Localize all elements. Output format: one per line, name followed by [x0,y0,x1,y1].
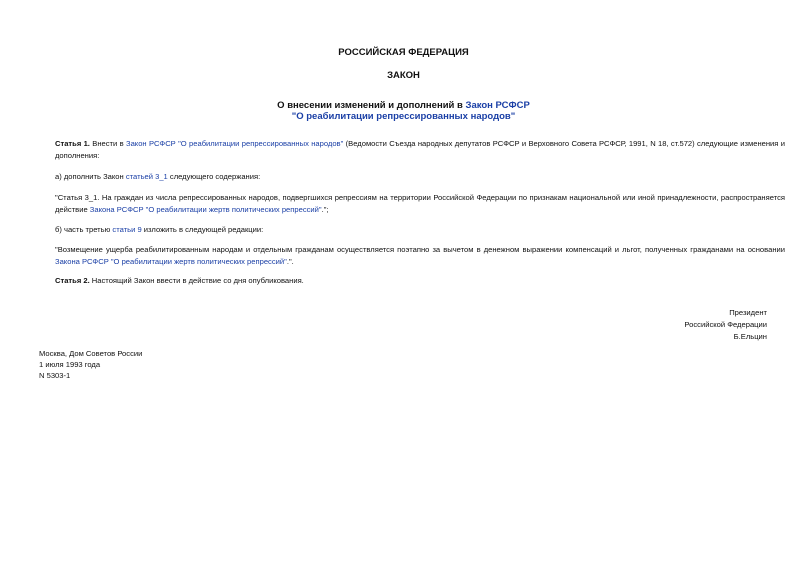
item-b-text1: б) часть третью [55,225,113,234]
item-a [39,171,785,183]
quote-a-text1: "Статья 3_1. На граждан из числа репрессированных народов, подвергшихся репрессиям на территории Российской Федерации по признакам национальной или иной принадлежности, распространяется действие [55,193,785,214]
quote-a-link[interactable]: Закона РСФСР "О реабилитации жертв политических репрессий" [89,205,322,214]
article-1 [39,138,785,162]
article-2-text: Настоящий Закон ввести в действие со дня опубликования. [89,276,304,285]
article-2-label: Статья 2. [55,276,90,285]
article-1-label: Статья 1. [55,139,90,148]
item-a-text1: а) дополнить Закон [55,172,126,181]
law-title-link-rsfsr[interactable]: Закон РСФСР [465,100,530,111]
law-title-prefix: О внесении изменений и дополнений в [277,100,466,111]
signature-block [684,307,767,343]
item-a-text2: следующего содержания: [167,172,261,181]
article-1-link[interactable]: Закон РСФСР "О реабилитации репрессированных народов" [125,139,344,148]
place-location: Москва, Дом Советов России [39,349,143,358]
quote-b-text2: .". [286,257,294,266]
quote-b-link[interactable]: Закона РСФСР "О реабилитации жертв политических репрессий" [55,257,287,266]
place-date: 1 июля 1993 года [39,360,101,369]
signature-country: Российской Федерации [684,320,767,329]
article-2 [39,275,785,287]
quote-a-text2: ."; [321,205,329,214]
quote-b-text1: "Возмещение ущерба реабилитированным народам и отдельным гражданам осуществляется поэтапно за вычетом в денежном выражении компенсаций и льгот, полученных гражданами на основании [55,245,785,254]
item-b-link[interactable]: статьи 9 [112,225,142,234]
quote-b [39,244,785,268]
law-title [0,100,807,122]
article-1-text2: (Ведомости Съезда народных депутатов РСФСР и Верховного Совета РСФСР, 1991, N 18, ст.572) следующие изменения и дополнения: [55,139,785,160]
place-date-block [39,348,142,381]
article-1-text1: Внести в [89,139,126,148]
item-a-link[interactable]: статьей 3_1 [125,172,168,181]
item-b-text2: изложить в следующей редакции: [141,225,264,234]
signature-name: Б.Ельцин [733,332,767,341]
quote-a [39,192,785,216]
signature-title: Президент [729,308,767,317]
law-number: N 5303-1 [39,371,71,380]
doc-type-heading: ЗАКОН [387,70,420,81]
law-title-link-name[interactable]: "О реабилитации репрессированных народов" [291,111,516,122]
law-title-line1 [0,100,807,111]
item-b [39,224,785,236]
country-heading: РОССИЙСКАЯ ФЕДЕРАЦИЯ [338,47,469,58]
